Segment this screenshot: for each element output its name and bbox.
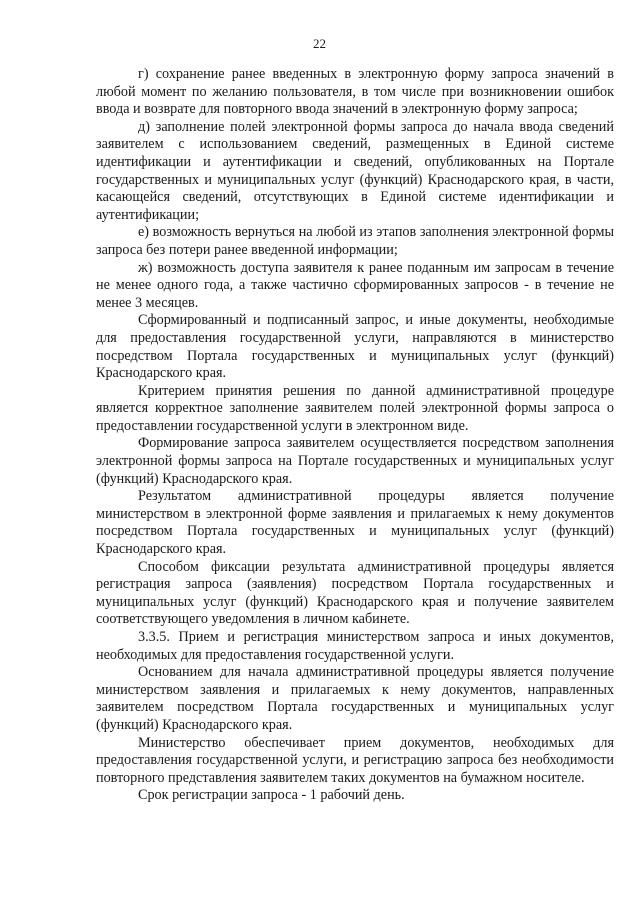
document-body <box>96 66 614 805</box>
paragraph-result-recording: Способом фиксации результата административной процедуры является регистрация запроса (заявления) посредством Портала государственных и муниципальных услуг (функций) Краснодарского края и получение заявителем соответствующего уведомления в личном кабинете. <box>96 558 614 628</box>
paragraph-item-zh: ж) возможность доступа заявителя к ранее поданным им запросам в течение не менее одного года, а также частично сформированных запросов - в течение не менее 3 месяцев. <box>96 259 614 311</box>
paragraph-decision-criterion: Критерием принятия решения по данной административной процедуре является корректное заполнение заявителем полей электронной формы запроса о предоставлении государственной услуги в электронном виде. <box>96 382 614 434</box>
paragraph-item-d: д) заполнение полей электронной формы запроса до начала ввода сведений заявителем с использованием сведений, размещенных в Единой системе идентификации и аутентификации и сведений, опубликованных на Портале государственных и муниципальных услуг (функций) Краснодарского края, в части, касающейся сведений, отсутствующих в Единой системе идентификации и аутентификации; <box>96 118 614 223</box>
page-number: 22 <box>313 36 326 51</box>
paragraph-item-e: е) возможность вернуться на любой из этапов заполнения электронной формы запроса без потери ранее введенной информации; <box>96 224 614 258</box>
paragraph-document-acceptance: Министерство обеспечивает прием документов, необходимых для предоставления государственной услуги, и регистрацию запроса без необходимости повторного представления заявителем таких документов на бумажном носителе. <box>96 734 614 786</box>
paragraph-registration-term: Срок регистрации запроса - 1 рабочий день. <box>138 787 405 804</box>
paragraph-procedure-basis: Основанием для начала административной процедуры является получение министерством заявления и прилагаемых к нему документов, направленных заявителем посредством Портала государственных и муниципальных услуг (функций) Краснодарского края. <box>96 664 614 733</box>
paragraph-item-g: г) сохранение ранее введенных в электронную форму запроса значений в любой момент по желанию пользователя, в том числе при возникновении ошибок ввода и возврате для повторного ввода значений в электронную форму запроса; <box>96 66 614 118</box>
paragraph-request-formation: Формирование запроса заявителем осуществляется посредством заполнения электронной формы запроса на Портале государственных и муниципальных услуг (функций) Краснодарского края. <box>96 435 614 487</box>
section-heading-3-3-5: 3.3.5. Прием и регистрация министерством запроса и иных документов, необходимых для предоставления государственной услуги. <box>96 629 614 663</box>
paragraph-submitted-request: Сформированный и подписанный запрос, и иные документы, необходимые для предоставления государственной услуги, направляются в министерство посредством Портала государственных и муниципальных услуг (функций) Краснодарского края. <box>96 312 614 382</box>
paragraph-procedure-result: Результатом административной процедуры является получение министерством в электронной форме заявления и прилагаемых к нему документов посредством Портала государственных и муниципальных услуг (функций) Краснодарского края. <box>96 488 614 558</box>
